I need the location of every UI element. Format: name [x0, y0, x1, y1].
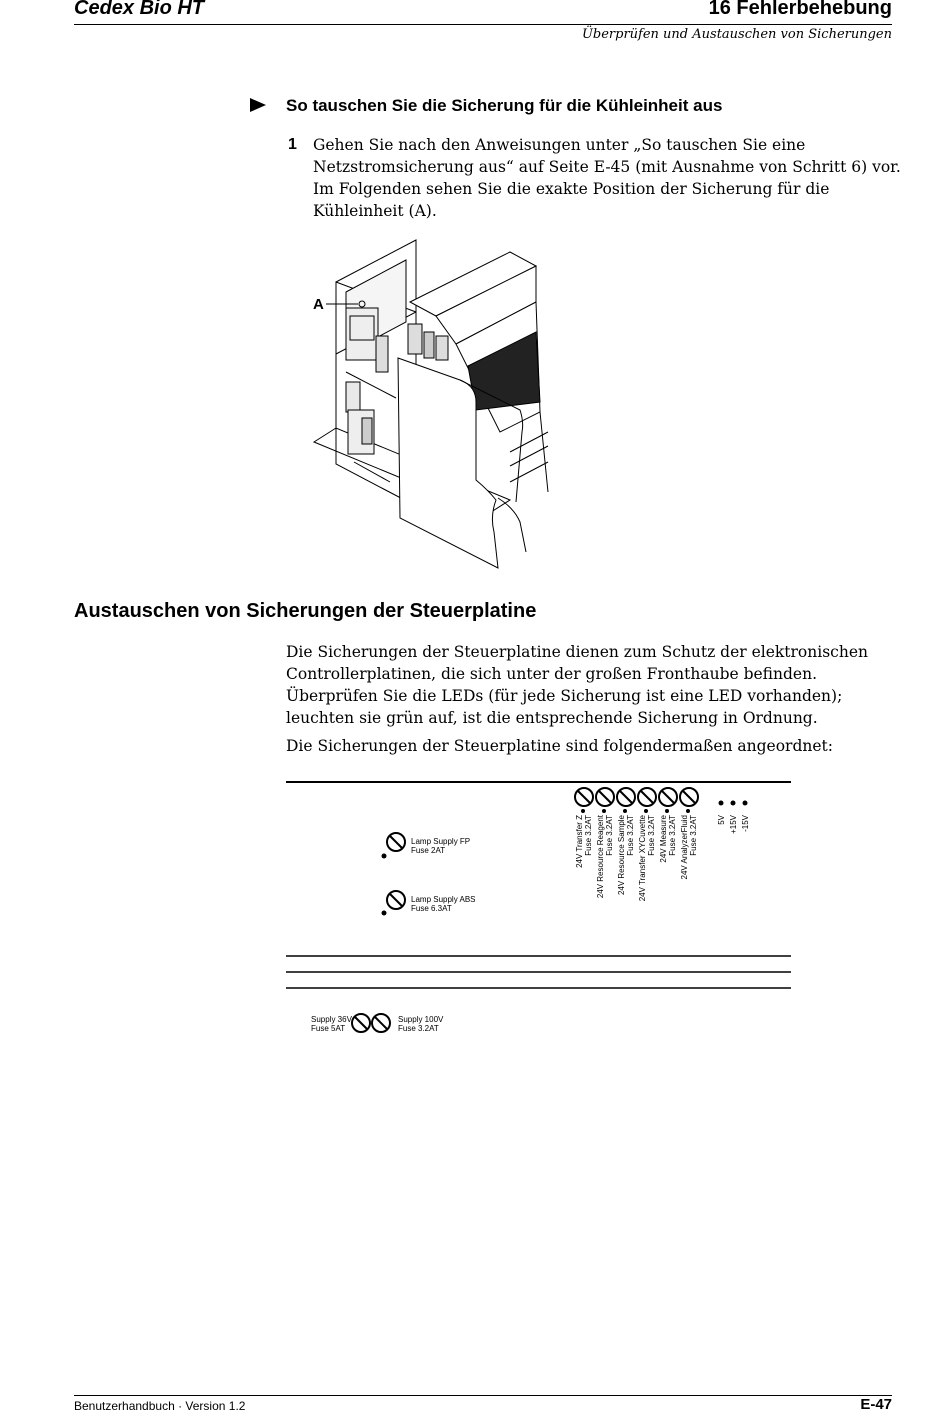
fuse-resource-reagent-rating: Fuse 3.2AT	[605, 815, 614, 856]
vertical-fuse-5	[659, 788, 677, 863]
fuse-transfer-xycuvette-rating: Fuse 3.2AT	[647, 815, 656, 856]
instrument-illustration	[300, 232, 560, 572]
lamp-abs-fuse: Fuse 6.3AT	[411, 904, 452, 913]
lamp-fp-fuse: Fuse 2AT	[411, 846, 446, 855]
fuse-analyzerfluid-name: 24V AnalyzerFluid	[680, 815, 689, 880]
lamp-abs-fuse-icon	[387, 891, 405, 909]
supply-100v-fuse: Fuse 3.2AT	[398, 1024, 439, 1033]
led-minus15v	[743, 801, 748, 806]
fuse-transfer-xycuvette-led	[644, 809, 648, 813]
fuse-transfer-z-led	[581, 809, 585, 813]
led-plus15v	[731, 801, 736, 806]
fuse-measure-rating: Fuse 3.2AT	[668, 815, 677, 856]
header-rule	[74, 24, 892, 25]
section-title: Austauschen von Sicherungen der Steuerplatine	[74, 600, 537, 622]
fuse-transfer-z-icon	[575, 788, 593, 806]
fuse-transfer-z-name: 24V Transfer Z	[575, 815, 584, 868]
supply-36v-fuse: Fuse 5AT	[311, 1024, 346, 1033]
lamp-fp-led	[382, 854, 387, 859]
procedure-arrow-icon	[250, 98, 266, 112]
fuse-analyzerfluid-led	[686, 809, 690, 813]
step-text: Gehen Sie nach den Anweisungen unter „So tauschen Sie eine Netzstromsicherung aus“ auf Seite E-45 (mit Ausnahme von Schritt 6) vor. Im Folgenden sehen Sie die exakte Position der Sicherung für die Kühleinheit (A).	[313, 136, 901, 220]
fuse-transfer-xycuvette-icon	[638, 788, 656, 806]
label-plus15v: +15V	[729, 815, 738, 834]
vertical-fuse-6	[680, 788, 698, 879]
paragraph-arrangement: Die Sicherungen der Steuerplatine sind folgendermaßen angeordnet:	[286, 737, 833, 755]
fuse-resource-sample-rating: Fuse 3.2AT	[626, 815, 635, 856]
vertical-fuse-3	[617, 788, 635, 895]
supply-36v-fuse-icon	[352, 1014, 370, 1032]
lamp-fp-fuse-icon	[387, 833, 405, 851]
header-subtitle: Überprüfen und Austauschen von Sicherungen	[581, 27, 892, 42]
fuse-measure-icon	[659, 788, 677, 806]
vertical-fuse-2	[596, 788, 614, 898]
label-5v: 5V	[717, 815, 726, 825]
fuse-transfer-z-rating: Fuse 3.2AT	[584, 815, 593, 856]
lamp-fp-name: Lamp Supply FP	[411, 837, 471, 846]
control-board-diagram	[286, 775, 796, 1045]
lamp-abs-led	[382, 911, 387, 916]
led-5v	[719, 801, 724, 806]
callout-a: A	[313, 296, 324, 313]
fuse-measure-led	[665, 809, 669, 813]
fuse-measure-name: 24V Measure	[659, 815, 668, 863]
footer-rule	[74, 1395, 892, 1396]
footer-document-version: Benutzerhandbuch · Version 1.2	[74, 1399, 246, 1413]
label-minus15v: -15V	[741, 815, 750, 832]
supply-100v-fuse-icon	[372, 1014, 390, 1032]
step-number: 1	[288, 136, 297, 153]
procedure-title: So tauschen Sie die Sicherung für die Kühleinheit aus	[286, 96, 723, 115]
page-number: E-47	[860, 1396, 892, 1413]
fuse-analyzerfluid-icon	[680, 788, 698, 806]
fuse-transfer-xycuvette-name: 24V Transfer XYCuvette	[638, 815, 647, 902]
fuse-resource-sample-name: 24V Resource Sample	[617, 815, 626, 896]
chapter-title: 16 Fehlerbehebung	[708, 0, 892, 19]
fuse-resource-reagent-name: 24V Resource Reagent	[596, 815, 605, 899]
fuse-resource-sample-led	[623, 809, 627, 813]
supply-100v-name: Supply 100V	[398, 1015, 444, 1024]
document-title: Cedex Bio HT	[74, 0, 205, 19]
fuse-analyzerfluid-rating: Fuse 3.2AT	[689, 815, 698, 856]
supply-36v-name: Supply 36V	[311, 1015, 352, 1024]
vertical-fuse-4	[638, 788, 656, 901]
lamp-abs-name: Lamp Supply ABS	[411, 895, 476, 904]
vertical-fuse-1	[575, 788, 593, 868]
fuse-resource-sample-icon	[617, 788, 635, 806]
fuse-resource-reagent-led	[602, 809, 606, 813]
fuse-resource-reagent-icon	[596, 788, 614, 806]
paragraph-intro: Die Sicherungen der Steuerplatine dienen zum Schutz der elektronischen Controllerplatinen, die sich unter der großen Fronthaube befinden. Überprüfen Sie die LEDs (für jede Sicherung ist eine LED vorhanden); leuchten sie grün auf, ist die entsprechende Sicherung in Ordnung.	[286, 643, 868, 727]
